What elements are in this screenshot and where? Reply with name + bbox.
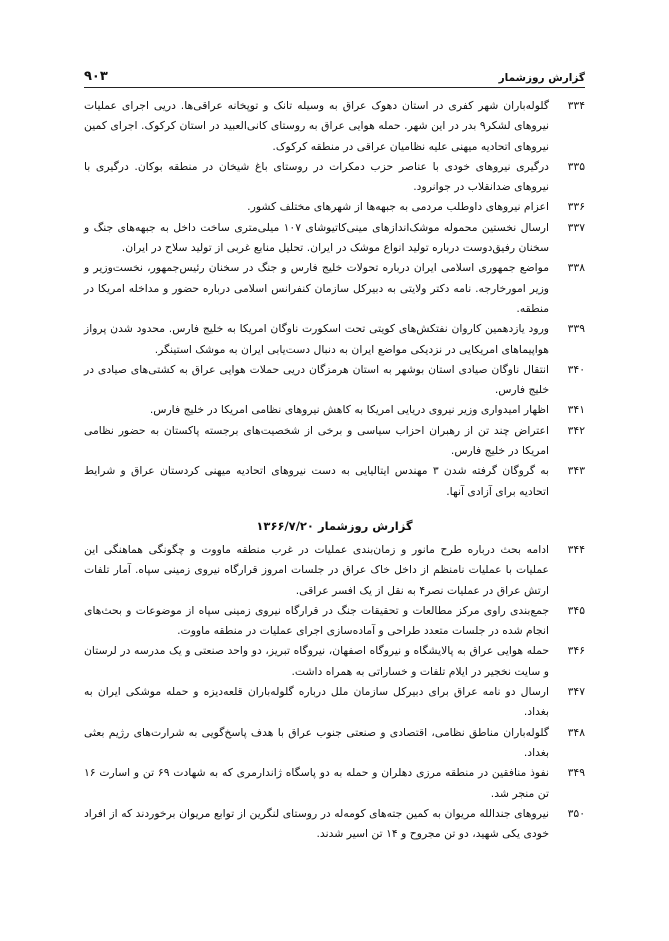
running-title: گزارش روزشمار: [498, 72, 585, 84]
item-text: ارسال نخستین محموله موشک‌اندازهای مینی‌کاتیوشای ۱۰۷ میلی‌متری ساخت داخل به جبهه‌های جنگ و سخنان رفیق‌دوست درباره تولید انواع موشک در ایران. تحلیل منابع غربی از تولید سلاح در ایران.: [84, 220, 549, 255]
item-number: ۳۴۴: [567, 542, 585, 556]
list-item: [84, 157, 585, 198]
item-text: گلوله‌باران شهر کفری در استان دهوک عراق به وسیله تانک و توپخانه عراقی‌ها. دریی اجرای عملیات نیروهای لشکر۹ بدر در این شهر. حمله هوایی عراق به روستای کانی‌العبید در استان کرکوک. اجرای کمین نیروهای اتحادیه میهنی علیه نظامیان عراقی در منطقه کرکوک.: [84, 99, 549, 153]
item-text: ادامه بحث درباره طرح مانور و زمان‌بندی عملیات در غرب منطقه ماووت و چگونگی هماهنگی این عملیات با عملیات نامنظم از داخل خاک عراق در جلسات امروز قرارگاه نیروی زمینی سپاه. آمار تلفات ارتش عراق در عملیات نصر۴ به نقل از یک افسر عراقی.: [84, 542, 549, 597]
item-number: ۳۳۴: [567, 99, 585, 112]
list-item: [84, 540, 585, 601]
item-text: به گروگان گرفته شدن ۳ مهندس ایتالیایی به دست نیروهای اتحادیه میهنی کردستان عراق و شرایط اتحادیه برای آزادی آنها.: [84, 464, 550, 498]
item-number: ۳۳۷: [567, 220, 585, 234]
list-item: [84, 461, 585, 502]
item-number: ۳۴۲: [567, 423, 585, 437]
item-text: حمله هوایی عراق به پالایشگاه و نیروگاه اصفهان، نیروگاه تبریز، دو واحد صنعتی و یک مدرسه در لرستان و سایت نخجیر در ایلام تلفات و خساراتی به همراه داشت.: [84, 644, 549, 678]
list-item: [84, 360, 585, 401]
list-item: [84, 197, 585, 217]
item-number: ۳۴۸: [567, 725, 585, 739]
item-number: ۳۴۳: [567, 464, 585, 478]
list-item: [84, 682, 585, 723]
item-number: ۳۳۶: [567, 200, 585, 214]
item-number: ۳۴۹: [567, 766, 585, 780]
item-text: نیروهای جندالله مریوان به کمین جته‌های کومه‌له در روستای لنگرین از توابع مریوان برخوردند که از افراد خودی یکی شهید، دو تن مجروح و ۱۴ تن اسیر شدند.: [84, 806, 549, 841]
page-header: [84, 62, 585, 84]
item-number: ۳۴۶: [567, 644, 585, 658]
list-item: [84, 400, 585, 420]
list-item: [84, 258, 585, 319]
chronology-list-section-1: [84, 96, 585, 502]
list-item: [84, 421, 585, 462]
page-number: ۹۰۳: [84, 69, 108, 84]
item-number: ۳۳۹: [567, 322, 585, 336]
item-text: نفوذ منافقین در منطقه مرزی دهلران و حمله به دو پاسگاه ژاندارمری که به شهادت ۶۹ تن و اسارت ۱۶ تن منجر شد.: [84, 766, 549, 800]
item-number: ۳۵۰: [567, 806, 585, 820]
item-text: ورود یازدهمین کاروان نفتکش‌های کویتی تحت اسکورت ناوگان امریکا به خلیج فارس. محدود شدن پرواز هواپیماهای امریکایی در نزدیکی مواضع ایران به دنبال دست‌یابی ایران به موشک استینگر.: [84, 322, 549, 356]
item-number: ۳۴۱: [567, 403, 585, 417]
list-item: [84, 723, 585, 764]
chronology-list-section-2: [84, 540, 585, 844]
page-body: [84, 96, 585, 844]
item-number: ۳۴۷: [567, 685, 585, 699]
list-item: [84, 641, 585, 682]
item-text: اعتراض چند تن از رهبران احزاب سیاسی و برخی از شخصیت‌های برجسته پاکستان به حضور نظامی امریکا در خلیج فارس.: [84, 423, 549, 458]
list-item: [84, 218, 585, 259]
item-text: اظهار امیدواری وزیر نیروی دریایی امریکا به کاهش نیروهای نظامی امریکا در خلیج فارس.: [149, 403, 549, 417]
list-item: [84, 319, 585, 360]
item-text: جمع‌بندی راوی مرکز مطالعات و تحقیقات جنگ در قرارگاه نیروی زمینی سپاه از موضوعات و بحث‌های انجام شده در جلسات متعدد طراحی و آماده‌سازی اجرای عملیات در منطقه ماووت.: [84, 603, 549, 638]
item-text: گلوله‌باران مناطق نظامی، اقتصادی و صنعتی جنوب عراق با هدف پاسخ‌گویی به شرارت‌های رژیم بعثی بغداد.: [84, 725, 549, 759]
item-text: اعزام نیروهای داوطلب مردمی به جبهه‌ها از شهرهای مختلف کشور.: [247, 200, 549, 214]
item-text: مواضع جمهوری اسلامی ایران درباره تحولات خلیج فارس و جنگ در سخنان رئیس‌جمهور، نخست‌وزیر و وزیر امورخارجه. نامه دکتر ولایتی به دبیرکل سازمان کنفرانس اسلامی درباره حضور و مداخله امریکا در منطقه.: [84, 261, 549, 315]
item-number: ۳۴۵: [567, 603, 585, 617]
item-text: ارسال دو نامه عراق برای دبیرکل سازمان ملل درباره گلوله‌باران قلعه‌دیزه و حمله موشکی ایران به بغداد.: [84, 685, 549, 719]
item-number: ۳۳۸: [567, 261, 585, 275]
list-item: [84, 601, 585, 642]
list-item: [84, 763, 585, 804]
header-divider: [84, 87, 585, 88]
list-item: [84, 804, 585, 845]
list-item: [84, 96, 585, 157]
section-title: گزارش روزشمار ۱۳۶۶/۷/۲۰: [256, 518, 413, 533]
item-number: ۳۳۵: [567, 159, 585, 173]
item-number: ۳۴۰: [567, 362, 585, 376]
item-text: درگیری نیروهای خودی با عناصر حزب دمکرات در روستای باغ شیخان در منطقه بوکان. درگیری با نیروهای ضدانقلاب در جوانرود.: [84, 159, 549, 194]
item-text: انتقال ناوگان صیادی استان بوشهر به استان هرمزگان دریی حملات هوایی عراق به کشتی‌های صیادی در خلیج فارس.: [84, 362, 549, 397]
